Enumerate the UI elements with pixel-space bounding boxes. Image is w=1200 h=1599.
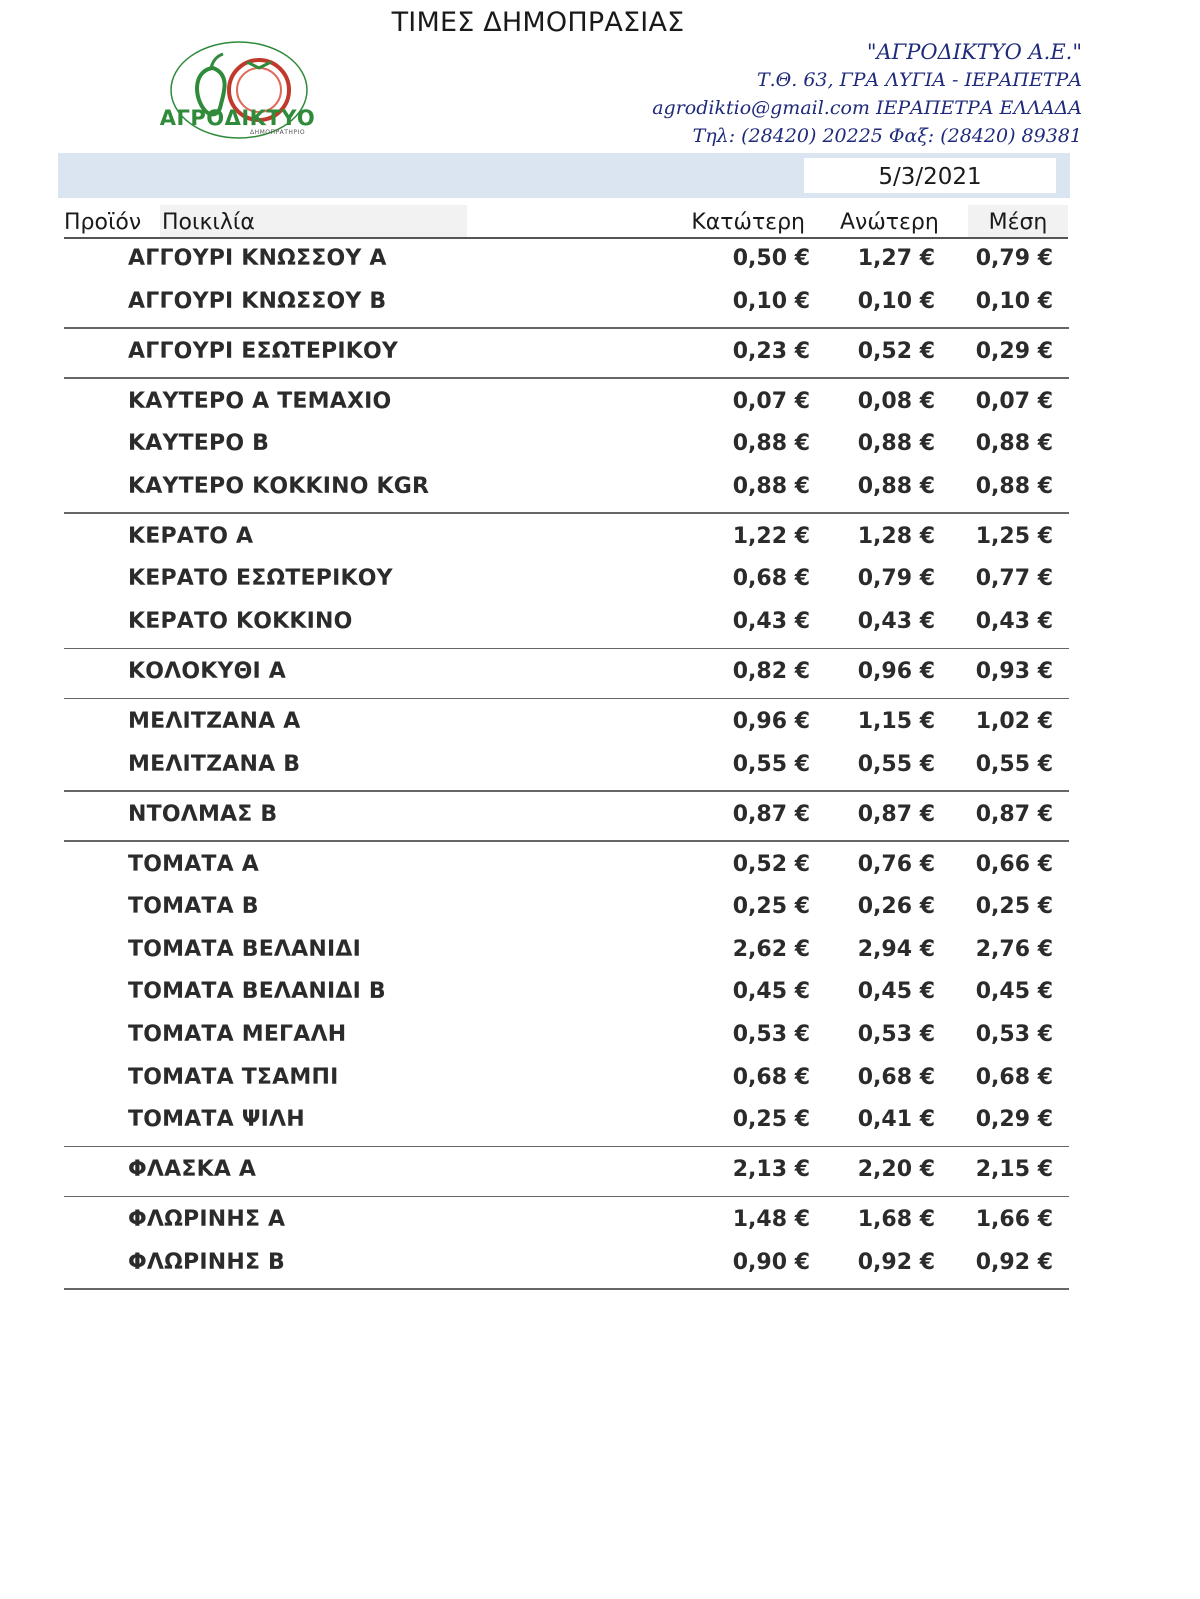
price-high: 0,87 € xyxy=(857,801,935,827)
price-avg: 0,29 € xyxy=(975,1107,1053,1133)
price-avg: 0,43 € xyxy=(975,609,1053,634)
product-name: ΤΟΜΑΤΑ Β xyxy=(128,894,259,920)
group-divider xyxy=(64,698,1069,700)
price-high: 0,88 € xyxy=(857,473,935,499)
price-avg: 2,76 € xyxy=(975,936,1053,962)
table-row xyxy=(0,1014,1200,1056)
table-row xyxy=(0,381,1200,423)
price-high: 1,68 € xyxy=(857,1207,935,1233)
logo-subtext: ΔΗΜΟΠΡΑΤΗΡΙΟ xyxy=(250,129,306,136)
price-high: 0,10 € xyxy=(857,288,935,314)
table-row xyxy=(0,1149,1200,1191)
price-avg: 0,66 € xyxy=(975,851,1053,877)
price-avg: 0,92 € xyxy=(975,1249,1053,1275)
header-avg: Μέση xyxy=(968,205,1068,239)
table-row xyxy=(0,601,1200,643)
header-high: Ανώτερη xyxy=(840,210,939,235)
price-avg: 0,87 € xyxy=(975,801,1053,827)
price-avg: 0,88 € xyxy=(975,431,1053,457)
product-name: ΤΟΜΑΤΑ ΨΙΛΗ xyxy=(128,1107,305,1133)
auction-date: 5/3/2021 xyxy=(804,158,1056,193)
table-row xyxy=(0,1057,1200,1099)
price-low: 0,88 € xyxy=(732,431,810,457)
price-low: 0,55 € xyxy=(732,751,810,777)
group-divider xyxy=(64,790,1069,792)
product-name: ΚΕΡΑΤΟ ΚΟΚΚΙΝΟ xyxy=(128,609,353,634)
product-name: ΜΕΛΙΤΖΑΝΑ Α xyxy=(128,709,301,734)
product-name: ΚΑΥΤΕΡΟ Β xyxy=(128,431,270,457)
price-avg: 0,93 € xyxy=(975,659,1053,684)
product-name: ΑΓΓΟΥΡΙ ΚΝΩΣΣΟΥ Α xyxy=(128,246,387,271)
group-divider xyxy=(64,648,1069,650)
price-high: 0,52 € xyxy=(857,338,935,364)
price-high: 0,96 € xyxy=(857,659,935,684)
product-name: ΤΟΜΑΤΑ ΤΣΑΜΠΙ xyxy=(128,1064,339,1090)
product-name: ΑΓΓΟΥΡΙ ΕΣΩΤΕΡΙΚΟΥ xyxy=(128,338,399,364)
page-title: ΤΙΜΕΣ ΔΗΜΟΠΡΑΣΙΑΣ xyxy=(391,7,685,38)
price-low: 0,53 € xyxy=(732,1022,810,1047)
price-low: 2,13 € xyxy=(732,1157,810,1183)
product-name: ΚΟΛΟΚΥΘΙ Α xyxy=(128,659,287,684)
price-low: 1,48 € xyxy=(732,1207,810,1233)
group-divider xyxy=(64,512,1069,514)
price-high: 1,15 € xyxy=(857,709,935,734)
price-high: 1,28 € xyxy=(857,523,935,549)
price-high: 0,76 € xyxy=(857,851,935,877)
product-name: ΦΛΩΡΙΝΗΣ Α xyxy=(128,1207,286,1233)
price-high: 1,27 € xyxy=(857,246,935,271)
table-row xyxy=(0,794,1200,836)
price-avg: 0,25 € xyxy=(975,894,1053,920)
price-high: 0,92 € xyxy=(857,1249,935,1275)
price-low: 0,96 € xyxy=(732,709,810,734)
header-product: Προϊόν xyxy=(64,210,142,235)
product-name: ΚΑΥΤΕΡΟ Α ΤΕΜΑΧΙΟ xyxy=(128,388,392,414)
product-name: ΜΕΛΙΤΖΑΝΑ Β xyxy=(128,751,301,777)
product-name: ΤΟΜΑΤΑ ΒΕΛΑΝΙΔΙ Β xyxy=(128,979,386,1005)
table-row xyxy=(0,844,1200,886)
group-divider xyxy=(64,377,1069,379)
price-avg: 2,15 € xyxy=(975,1157,1053,1183)
price-avg: 0,29 € xyxy=(975,338,1053,364)
price-high: 0,08 € xyxy=(857,388,935,414)
price-low: 0,43 € xyxy=(732,609,810,634)
product-name: ΚΕΡΑΤΟ Α xyxy=(128,523,254,549)
price-avg: 0,55 € xyxy=(975,751,1053,777)
price-avg: 0,68 € xyxy=(975,1064,1053,1090)
product-name: ΚΑΥΤΕΡΟ ΚΟΚΚΙΝΟ KGR xyxy=(128,473,430,499)
company-info xyxy=(652,38,1082,150)
price-low: 0,68 € xyxy=(732,566,810,592)
price-low: 0,23 € xyxy=(732,338,810,364)
company-email: agrodiktio@gmail.com ΙΕΡΑΠΕΤΡΑ ΕΛΛΑΔΑ xyxy=(652,97,1082,119)
company-name: "ΑΓΡΟΔΙΚΤΥΟ Α.Ε." xyxy=(866,40,1082,64)
price-low: 0,07 € xyxy=(732,388,810,414)
price-avg: 1,66 € xyxy=(975,1207,1053,1233)
price-low: 0,52 € xyxy=(732,851,810,877)
price-low: 0,68 € xyxy=(732,1064,810,1090)
company-phone: Τηλ: (28420) 20225 Φαξ: (28420) 89381 xyxy=(692,125,1082,147)
price-high: 2,94 € xyxy=(857,936,935,962)
price-avg: 0,53 € xyxy=(975,1022,1053,1047)
table-row xyxy=(0,744,1200,786)
price-avg: 0,79 € xyxy=(975,246,1053,271)
product-name: ΤΟΜΑΤΑ ΒΕΛΑΝΙΔΙ xyxy=(128,936,361,962)
price-high: 0,53 € xyxy=(857,1022,935,1047)
price-low: 0,87 € xyxy=(732,801,810,827)
group-divider xyxy=(64,1196,1069,1198)
product-name: ΦΛΩΡΙΝΗΣ Β xyxy=(128,1249,286,1275)
price-high: 2,20 € xyxy=(857,1157,935,1183)
table-row xyxy=(0,238,1200,280)
header-low: Κατώτερη xyxy=(691,210,805,235)
price-low: 0,90 € xyxy=(732,1249,810,1275)
header-variety: Ποικιλία xyxy=(160,205,467,239)
table-row xyxy=(0,971,1200,1013)
price-high: 0,79 € xyxy=(857,566,935,592)
price-low: 0,25 € xyxy=(732,894,810,920)
price-avg: 0,07 € xyxy=(975,388,1053,414)
group-divider xyxy=(64,840,1069,842)
table-row xyxy=(0,1099,1200,1141)
group-divider xyxy=(64,327,1069,329)
price-avg: 0,10 € xyxy=(975,288,1053,314)
price-low: 2,62 € xyxy=(732,936,810,962)
company-logo xyxy=(155,38,320,148)
table-row xyxy=(0,466,1200,508)
price-avg: 0,77 € xyxy=(975,566,1053,592)
product-name: ΤΟΜΑΤΑ Α xyxy=(128,851,259,877)
product-name: ΑΓΓΟΥΡΙ ΚΝΩΣΣΟΥ Β xyxy=(128,288,387,314)
price-low: 0,82 € xyxy=(732,659,810,684)
price-avg: 0,45 € xyxy=(975,979,1053,1005)
table-row xyxy=(0,701,1200,743)
product-name: ΤΟΜΑΤΑ ΜΕΓΑΛΗ xyxy=(128,1022,347,1047)
price-high: 0,41 € xyxy=(857,1107,935,1133)
price-high: 0,43 € xyxy=(857,609,935,634)
group-divider xyxy=(64,1146,1069,1148)
product-name: ΚΕΡΑΤΟ ΕΣΩΤΕΡΙΚΟΥ xyxy=(128,566,393,592)
price-low: 0,25 € xyxy=(732,1107,810,1133)
price-low: 0,50 € xyxy=(732,246,810,271)
price-low: 1,22 € xyxy=(732,523,810,549)
price-high: 0,68 € xyxy=(857,1064,935,1090)
logo-text: ΑΓΡΟΔΙΚΤΥΟ xyxy=(159,106,316,130)
price-low: 0,45 € xyxy=(732,979,810,1005)
price-high: 0,45 € xyxy=(857,979,935,1005)
price-high: 0,88 € xyxy=(857,431,935,457)
group-divider xyxy=(64,1288,1069,1290)
table-row xyxy=(0,423,1200,465)
table-row xyxy=(0,1242,1200,1284)
table-row xyxy=(0,331,1200,373)
table-row xyxy=(0,651,1200,693)
price-avg: 1,25 € xyxy=(975,523,1053,549)
table-row xyxy=(0,516,1200,558)
price-avg: 1,02 € xyxy=(975,709,1053,734)
table-row xyxy=(0,1199,1200,1241)
company-address: Τ.Θ. 63, ΓΡΑ ΛΥΓΙΑ - ΙΕΡΑΠΕΤΡΑ xyxy=(756,69,1082,91)
table-row xyxy=(0,929,1200,971)
price-avg: 0,88 € xyxy=(975,473,1053,499)
price-low: 0,10 € xyxy=(732,288,810,314)
price-high: 0,55 € xyxy=(857,751,935,777)
product-name: ΦΛΑΣΚΑ Α xyxy=(128,1157,257,1183)
table-row xyxy=(0,886,1200,928)
price-high: 0,26 € xyxy=(857,894,935,920)
table-row xyxy=(0,281,1200,323)
table-row xyxy=(0,558,1200,600)
product-name: ΝΤΟΛΜΑΣ Β xyxy=(128,801,278,827)
price-low: 0,88 € xyxy=(732,473,810,499)
